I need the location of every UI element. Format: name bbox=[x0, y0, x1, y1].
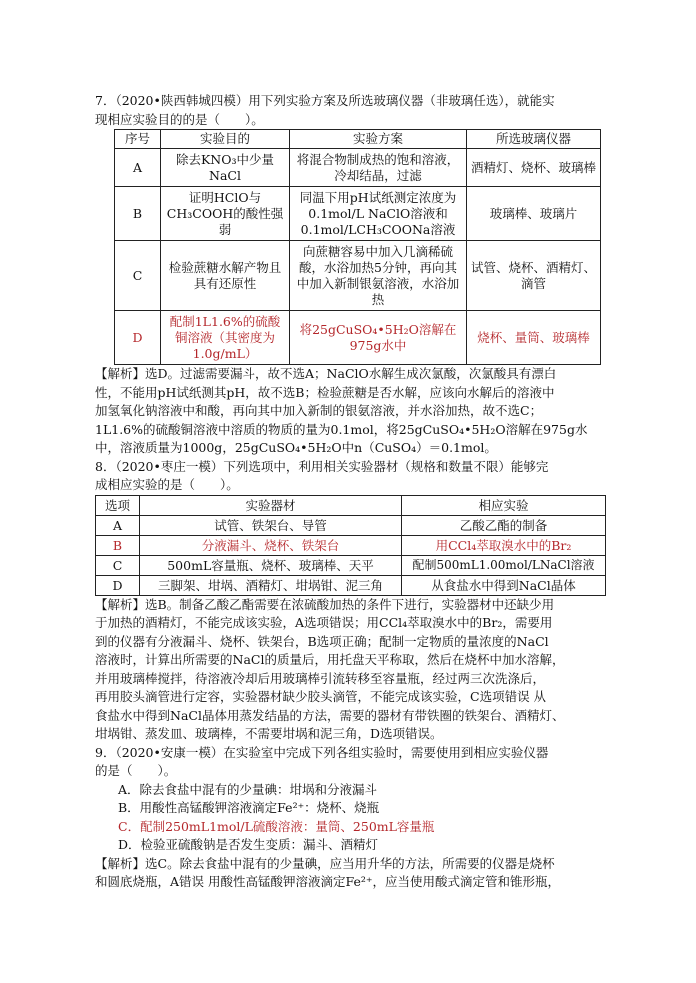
q7-header-purpose: 实验目的 bbox=[161, 130, 290, 149]
analysis-line: 【解析】选C。除去食盐中混有的少量碘，应当用升华的方法，所需要的仪器是烧杯 bbox=[95, 855, 555, 871]
table-row bbox=[96, 555, 606, 575]
row-equipment: 三脚架、坩埚、酒精灯、坩埚钳、泥三角 bbox=[140, 575, 402, 595]
row-equipment: 500mL容量瓶、烧杯、玻璃棒、天平 bbox=[140, 555, 402, 575]
q7-header-glass: 所选玻璃仪器 bbox=[467, 130, 601, 149]
row-plan: 将混合物制成热的饱和溶液，冷却结晶，过滤 bbox=[290, 149, 467, 187]
q7-stem-line1: 7．（2020•陕西韩城四模）用下列实验方案及所选玻璃仪器（非玻璃任选），就能实 bbox=[95, 93, 555, 108]
q7-header-plan: 实验方案 bbox=[290, 130, 467, 149]
row-id: D bbox=[96, 575, 140, 595]
q7-header-id: 序号 bbox=[115, 130, 161, 149]
row-id: A bbox=[115, 149, 161, 187]
analysis-line: 1L1.6%的硫酸铜溶液中溶质的物质的量为0.1mol，将25gCuSO₄•5H₂O溶解在975g水 bbox=[95, 421, 588, 437]
row-purpose: 证明HClO与CH₃COOH的酸性强弱 bbox=[161, 187, 290, 241]
analysis-line: 加氢氧化钠溶液中和酸，再向其中加入新制的银氨溶液，并水浴加热，故不选C； bbox=[95, 403, 543, 418]
row-equipment: 分液漏斗、烧杯、铁架台 bbox=[140, 535, 402, 555]
table-row bbox=[115, 241, 601, 311]
row-experiment: 配制500mL1.00mol/LNaCl溶液 bbox=[402, 555, 606, 575]
row-id: C bbox=[96, 555, 140, 575]
row-experiment: 用CCl₄萃取溴水中的Br₂ bbox=[402, 535, 606, 555]
q8-stem-line2: 成相应实验的是（ ）。 bbox=[95, 477, 239, 492]
q9-analysis bbox=[95, 855, 615, 892]
q8-header-experiment: 相应实验 bbox=[402, 495, 606, 515]
row-experiment: 乙酸乙酯的制备 bbox=[402, 515, 606, 535]
table-row bbox=[96, 535, 606, 555]
analysis-line: 并用玻璃棒搅拌，待溶液冷却后用玻璃棒引流转移至容量瓶，经过两三次洗涤后， bbox=[95, 670, 546, 686]
analysis-line: 性，不能用pH试纸测其pH，故不选B；检验蔗糖是否水解，应该向水解后的溶液中 bbox=[95, 384, 555, 400]
analysis-line: 再用胶头滴管进行定容，实验器材缺少胶头滴管，不能完成该实验，C选项错误 从 bbox=[95, 689, 547, 704]
table-row bbox=[96, 515, 606, 535]
analysis-line: 中，溶液质量为1000g，25gCuSO₄•5H₂O中n（CuSO₄）＝0.1mol。 bbox=[95, 440, 497, 455]
q9-stem-line2: 的是（ ）。 bbox=[95, 763, 177, 778]
table-row bbox=[115, 187, 601, 241]
q8-stem-line1: 8．（2020•枣庄一模）下列选项中，利用相关实验器材（规格和数量不限）能够完 bbox=[95, 458, 549, 474]
worksheet-page bbox=[95, 92, 615, 892]
row-glass: 酒精灯、烧杯、玻璃棒 bbox=[467, 149, 601, 187]
row-purpose: 检验蔗糖水解产物且具有还原性 bbox=[161, 241, 290, 311]
q7-table bbox=[114, 129, 601, 365]
q8-table-header bbox=[96, 495, 606, 515]
q8-header-id: 选项 bbox=[96, 495, 140, 515]
q9-option-a: A．除去食盐中混有的少量碘：坩埚和分液漏斗 bbox=[118, 781, 378, 797]
q9-option-d: D．检验亚硫酸钠是否发生变质：漏斗、酒精灯 bbox=[118, 837, 379, 852]
row-id: D bbox=[115, 311, 161, 365]
row-id: B bbox=[96, 535, 140, 555]
analysis-line: 坩埚钳、蒸发皿、玻璃棒，不需要坩埚和泥三角，D选项错误。 bbox=[95, 726, 443, 741]
row-purpose: 除去KNO₃中少量NaCl bbox=[161, 149, 290, 187]
q9-stem-line1: 9．（2020•安康一模）在实验室中完成下列各组实验时，需要使用到相应实验仪器 bbox=[95, 744, 549, 760]
row-id: C bbox=[115, 241, 161, 311]
row-purpose: 配制1L1.6%的硫酸铜溶液（其密度为1.0g/mL） bbox=[161, 311, 290, 365]
q7-analysis bbox=[95, 365, 615, 458]
q8-analysis bbox=[95, 596, 615, 744]
table-row bbox=[115, 311, 601, 365]
row-plan: 向蔗糖容易中加入几滴稀硫酸，水浴加热5分钟，再向其中加入新制银氨溶液，水浴加热 bbox=[290, 241, 467, 311]
analysis-line: 溶液时，计算出所需要的NaCl的质量后，用托盘天平称取，然后在烧杯中加水溶解， bbox=[95, 652, 565, 667]
q8-header-equipment: 实验器材 bbox=[140, 495, 402, 515]
row-glass: 试管、烧杯、酒精灯、滴管 bbox=[467, 241, 601, 311]
q8-table bbox=[95, 495, 606, 596]
row-glass: 烧杯、量筒、玻璃棒 bbox=[467, 311, 601, 365]
row-plan: 将25gCuSO₄•5H₂O溶解在975g水中 bbox=[290, 311, 467, 365]
row-id: A bbox=[96, 515, 140, 535]
q9-option-c: C．配制250mL1mol/L硫酸溶液：量筒、250mL容量瓶 bbox=[118, 818, 435, 834]
q7-stem-line2: 现相应实验目的的是（ ）。 bbox=[95, 111, 264, 127]
analysis-line: 于加热的酒精灯，不能完成该实验，A选项错误；用CCl₄萃取溴水中的Br₂，需要用 bbox=[95, 615, 553, 630]
row-experiment: 从食盐水中得到NaCl晶体 bbox=[402, 575, 606, 595]
analysis-line: 【解析】选D。过滤需要漏斗，故不选A；NaClO水解生成次氯酸，次氯酸具有漂白 bbox=[95, 366, 557, 381]
table-row bbox=[115, 149, 601, 187]
analysis-line: 食盐水中得到NaCl晶体用蒸发结晶的方法，需要的器材有带铁圈的铁架台、酒精灯、 bbox=[95, 707, 565, 723]
analysis-line: 和圆底烧瓶，A错误 用酸性高锰酸钾溶液滴定Fe²⁺，应当使用酸式滴定管和锥形瓶， bbox=[95, 874, 560, 889]
q7-table-header bbox=[115, 130, 601, 149]
analysis-line: 【解析】选B。制备乙酸乙酯需要在浓硫酸加热的条件下进行，实验器材中还缺少用 bbox=[95, 596, 555, 612]
q9-option-b: B．用酸性高锰酸钾溶液滴定Fe²⁺：烧杯、烧瓶 bbox=[118, 800, 380, 815]
row-equipment: 试管、铁架台、导管 bbox=[140, 515, 402, 535]
row-plan: 同温下用pH试纸测定浓度为0.1mol/L NaClO溶液和0.1mol/LCH₃COONa溶液 bbox=[290, 187, 467, 241]
row-id: B bbox=[115, 187, 161, 241]
table-row bbox=[96, 575, 606, 595]
row-glass: 玻璃棒、玻璃片 bbox=[467, 187, 601, 241]
analysis-line: 到的仪器有分液漏斗、烧杯、铁架台，B选项正确；配制一定物质的量浓度的NaCl bbox=[95, 633, 549, 649]
